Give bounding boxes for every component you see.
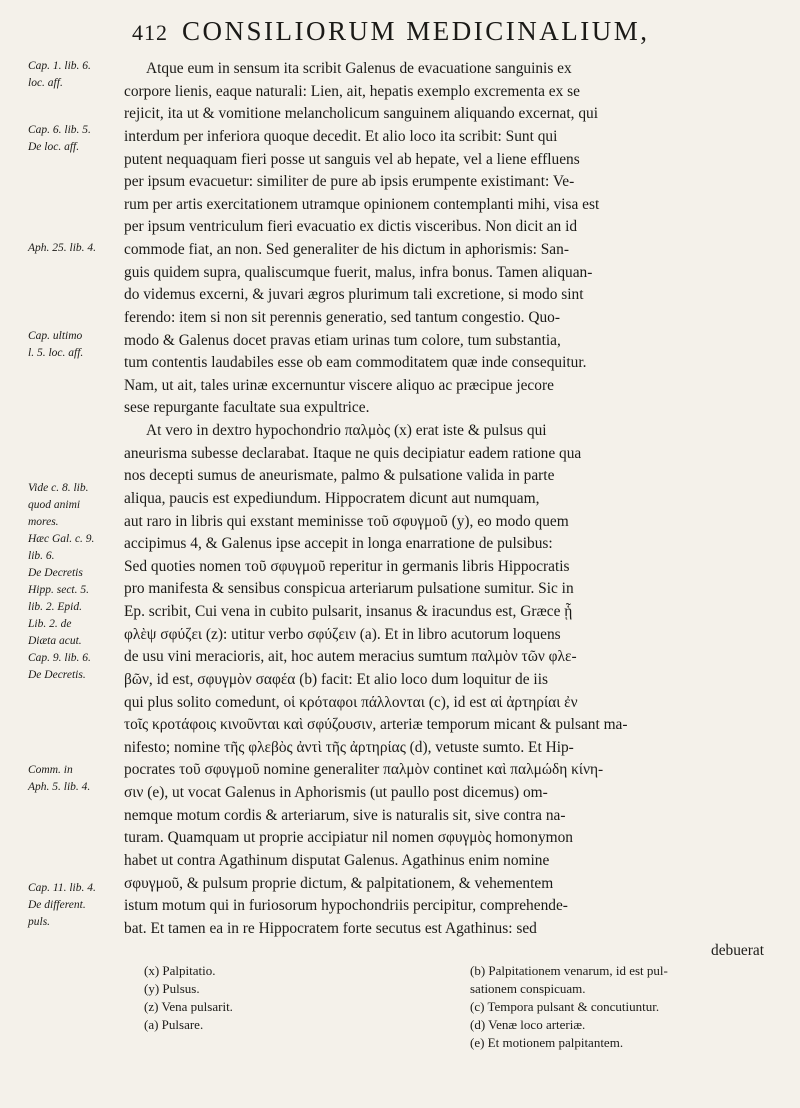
margin-note-line: Cap. 9. lib. 6. xyxy=(28,652,91,664)
margin-note-line: lib. 2. Epid. xyxy=(28,601,82,613)
margin-note xyxy=(28,328,120,362)
text-line: nos decepti sumus de aneurismate, palmo & pulsatione valida in parte xyxy=(124,467,555,485)
margin-note-line: puls. xyxy=(28,916,51,928)
margin-note-line: De loc. aff. xyxy=(28,141,80,153)
margin-note xyxy=(28,122,120,156)
margin-note-line: De different. xyxy=(28,899,86,911)
margin-note xyxy=(28,480,120,684)
margin-note-line: Cap. 11. lib. 4. xyxy=(28,882,96,894)
text-line: bat. Et tamen ea in re Hippocratem forte secutus est Agathinus: sed xyxy=(124,919,537,937)
text-line: rum per artis exercitationem utramque opinionem contemplanti mihi, visa est xyxy=(124,195,600,213)
text-line: Atque eum in sensum ita scribit Galenus de evacuatione sanguinis ex xyxy=(146,60,572,77)
text-line: ferendo: item si non sit perennis generatio, sed tantum congestio. Quo- xyxy=(124,308,560,326)
text-line: per ipsum evacuetur: similiter de pure ab ipsis erumpente existimant: Ve- xyxy=(124,173,575,191)
margin-note-line: Hipp. sect. 5. xyxy=(28,584,90,596)
text-line: sese repurgante facultate sua expultrice. xyxy=(124,399,370,417)
text-line: interdum per inferiora quoque decedit. Et alio loco ita scribit: Sunt qui xyxy=(124,127,558,145)
margin-note-line: l. 5. loc. aff. xyxy=(28,347,84,359)
margin-note-line: Comm. in xyxy=(28,764,73,776)
main-text xyxy=(124,58,764,963)
text-line: nemque motum cordis & arteriarum, sive is naturalis sit, sive contra na- xyxy=(124,806,566,824)
margin-note-line: Cap. 1. lib. 6. xyxy=(28,60,91,72)
text-line: do videmus excerni, & juvari ægros plurimum tali excretione, si modo sint xyxy=(124,286,584,304)
margin-note-line: Vide c. 8. lib. xyxy=(28,482,89,494)
margin-note-line: lib. 6. xyxy=(28,550,55,562)
margin-note-line: Diæta acut. xyxy=(28,635,82,647)
text-line: rejicit, ita ut & vomitione melancholicum sanguinem aliquando excernat, qui xyxy=(124,105,598,123)
footnote: (b) Palpitationem venarum, id est pul- xyxy=(470,963,668,978)
footnote: (e) Et motionem palpitantem. xyxy=(470,1035,624,1050)
text-line: aliqua, paucis est expediundum. Hippocratem dicunt aut numquam, xyxy=(124,489,540,507)
footnote: (c) Tempora pulsant & concutiuntur. xyxy=(470,999,660,1014)
text-line: habet ut contra Agathinum disputat Galenus. Agathinus enim nomine xyxy=(124,851,550,869)
text-line: aut raro in libris qui exstant meminisse τοῦ σφυγμοῦ (y), eo modo quem xyxy=(124,512,569,530)
margin-note-line: Cap. 6. lib. 5. xyxy=(28,124,91,136)
text-line: accipimus 4, & Galenus ipse accepit in longa enarratione de pulsibus: xyxy=(124,535,553,553)
text-line: τοῖς κροτάφοις κινοῦνται καὶ σφύζουσιν, arteriæ temporum micant & pulsant ma- xyxy=(124,716,628,734)
footnote: sationem conspicuam. xyxy=(470,981,586,996)
text-line: nifesto; nomine τῆς φλεβὸς ἀντὶ τῆς ἀρτηρίας (d), vetuste sumto. Et Hip- xyxy=(124,738,574,756)
text-line: de usu vini meracioris, ait, hoc autem meracius sumtum παλμὸν τῶν φλε- xyxy=(124,648,577,666)
text-line: pocrates τοῦ σφυγμοῦ nomine generaliter παλμὸν continet καὶ παλμώδη κίνη- xyxy=(124,761,604,779)
text-line: qui plus solito comedunt, οἱ κρόταφοι πάλλονται (c), id est αἱ ἀρτηρίαι ἐν xyxy=(124,693,578,711)
margin-note-line: De Decretis. xyxy=(28,669,86,681)
text-line: aneurisma subesse declarabat. Itaque ne quis decipiatur eadem ratione qua xyxy=(124,444,582,462)
footnotes-left-column xyxy=(144,962,424,1034)
margin-note-line: mores. xyxy=(28,516,59,528)
margin-note xyxy=(28,240,120,257)
margin-note-line: Aph. 25. lib. 4. xyxy=(28,242,97,254)
margin-note xyxy=(28,762,120,796)
text-line: σφυγμοῦ, & pulsum proprie dictum, & palpitationem, & vehementem xyxy=(124,874,554,892)
margin-note-line: Aph. 5. lib. 4. xyxy=(28,781,91,793)
text-line: Sed quoties nomen τοῦ σφυγμοῦ reperitur in germanis libris Hippocratis xyxy=(124,557,570,575)
text-line: istum motum qui in furiosorum hypochondriis percipitur, comprehende- xyxy=(124,897,568,915)
text-line: At vero in dextro hypochondrio παλμὸς (x) erat iste & pulsus qui xyxy=(146,422,547,439)
catchword: debuerat xyxy=(711,942,764,960)
footnote: (y) Pulsus. xyxy=(144,981,200,996)
text-line: corpore lienis, eaque naturali: Lien, ait, hepatis exemplo excrementa ex se xyxy=(124,82,580,100)
text-line: pro manifesta & sensibus conspicua arteriarum pulsatione sumitur. Sic in xyxy=(124,580,574,598)
margin-note-line: quod animi xyxy=(28,499,81,511)
footnote: (z) Vena pulsarit. xyxy=(144,999,233,1014)
footnote: (d) Venæ loco arteriæ. xyxy=(470,1017,586,1032)
page-number: 412 xyxy=(132,20,168,45)
text-line: turam. Quamquam ut proprie accipiatur nil nomen σφυγμὸς homonymon xyxy=(124,829,574,847)
text-line: per ipsum ventriculum fieri evacuatio ex dictis visceribus. Non dicit an id xyxy=(124,218,578,236)
footnote: (a) Pulsare. xyxy=(144,1017,204,1032)
margin-note-line: Lib. 2. de xyxy=(28,618,72,630)
text-line: tum contentis laudabiles esse ob eam commoditatem quæ inde consequitur. xyxy=(124,354,587,372)
margin-note-line: De Decretis xyxy=(28,567,83,579)
running-title: CONSILIORUM MEDICINALIUM, xyxy=(182,16,650,46)
text-line: putent nequaquam fieri posse ut sanguis vel ab hepate, vel a liene effluens xyxy=(124,150,580,168)
text-line: Nam, ut ait, tales urinæ excernuntur viscere aliquo ac præcipue jecore xyxy=(124,376,554,394)
text-line: φλὲψ σφύζει (z): utitur verbo σφύζειν (a). Et in libro acutorum loquens xyxy=(124,625,561,643)
text-line: modo & Galenus docet pravas etiam urinas tum colore, tum substantia, xyxy=(124,331,561,349)
margin-note-line: Hæc Gal. c. 9. xyxy=(28,533,95,545)
text-line: βῶν, id est, σφυγμὸν σαφέα (b) facit: Et alio loco dum loquitur de iis xyxy=(124,670,548,688)
text-line: commode fiat, an non. Sed generaliter de his dictum in aphorismis: San- xyxy=(124,241,569,258)
footnotes-right-column xyxy=(470,962,780,1052)
text-line: σιν (e), ut vocat Galenus in Aphorismis (ut paullo post dicemus) om- xyxy=(124,784,548,801)
text-line: Ep. scribit, Cui vena in cubito pulsarit, insanus & iracundus est, Græce ᾗ xyxy=(124,603,573,620)
margin-note xyxy=(28,880,120,931)
margin-note-line: Cap. ultimo xyxy=(28,330,83,342)
margin-note xyxy=(28,58,120,92)
margin-note-line: loc. aff. xyxy=(28,77,63,89)
footnote: (x) Palpitatio. xyxy=(144,963,216,978)
page-header xyxy=(132,16,650,56)
text-line: guis quidem supra, qualiscumque fuerit, malus, infra bonus. Tamen aliquan- xyxy=(124,263,593,281)
